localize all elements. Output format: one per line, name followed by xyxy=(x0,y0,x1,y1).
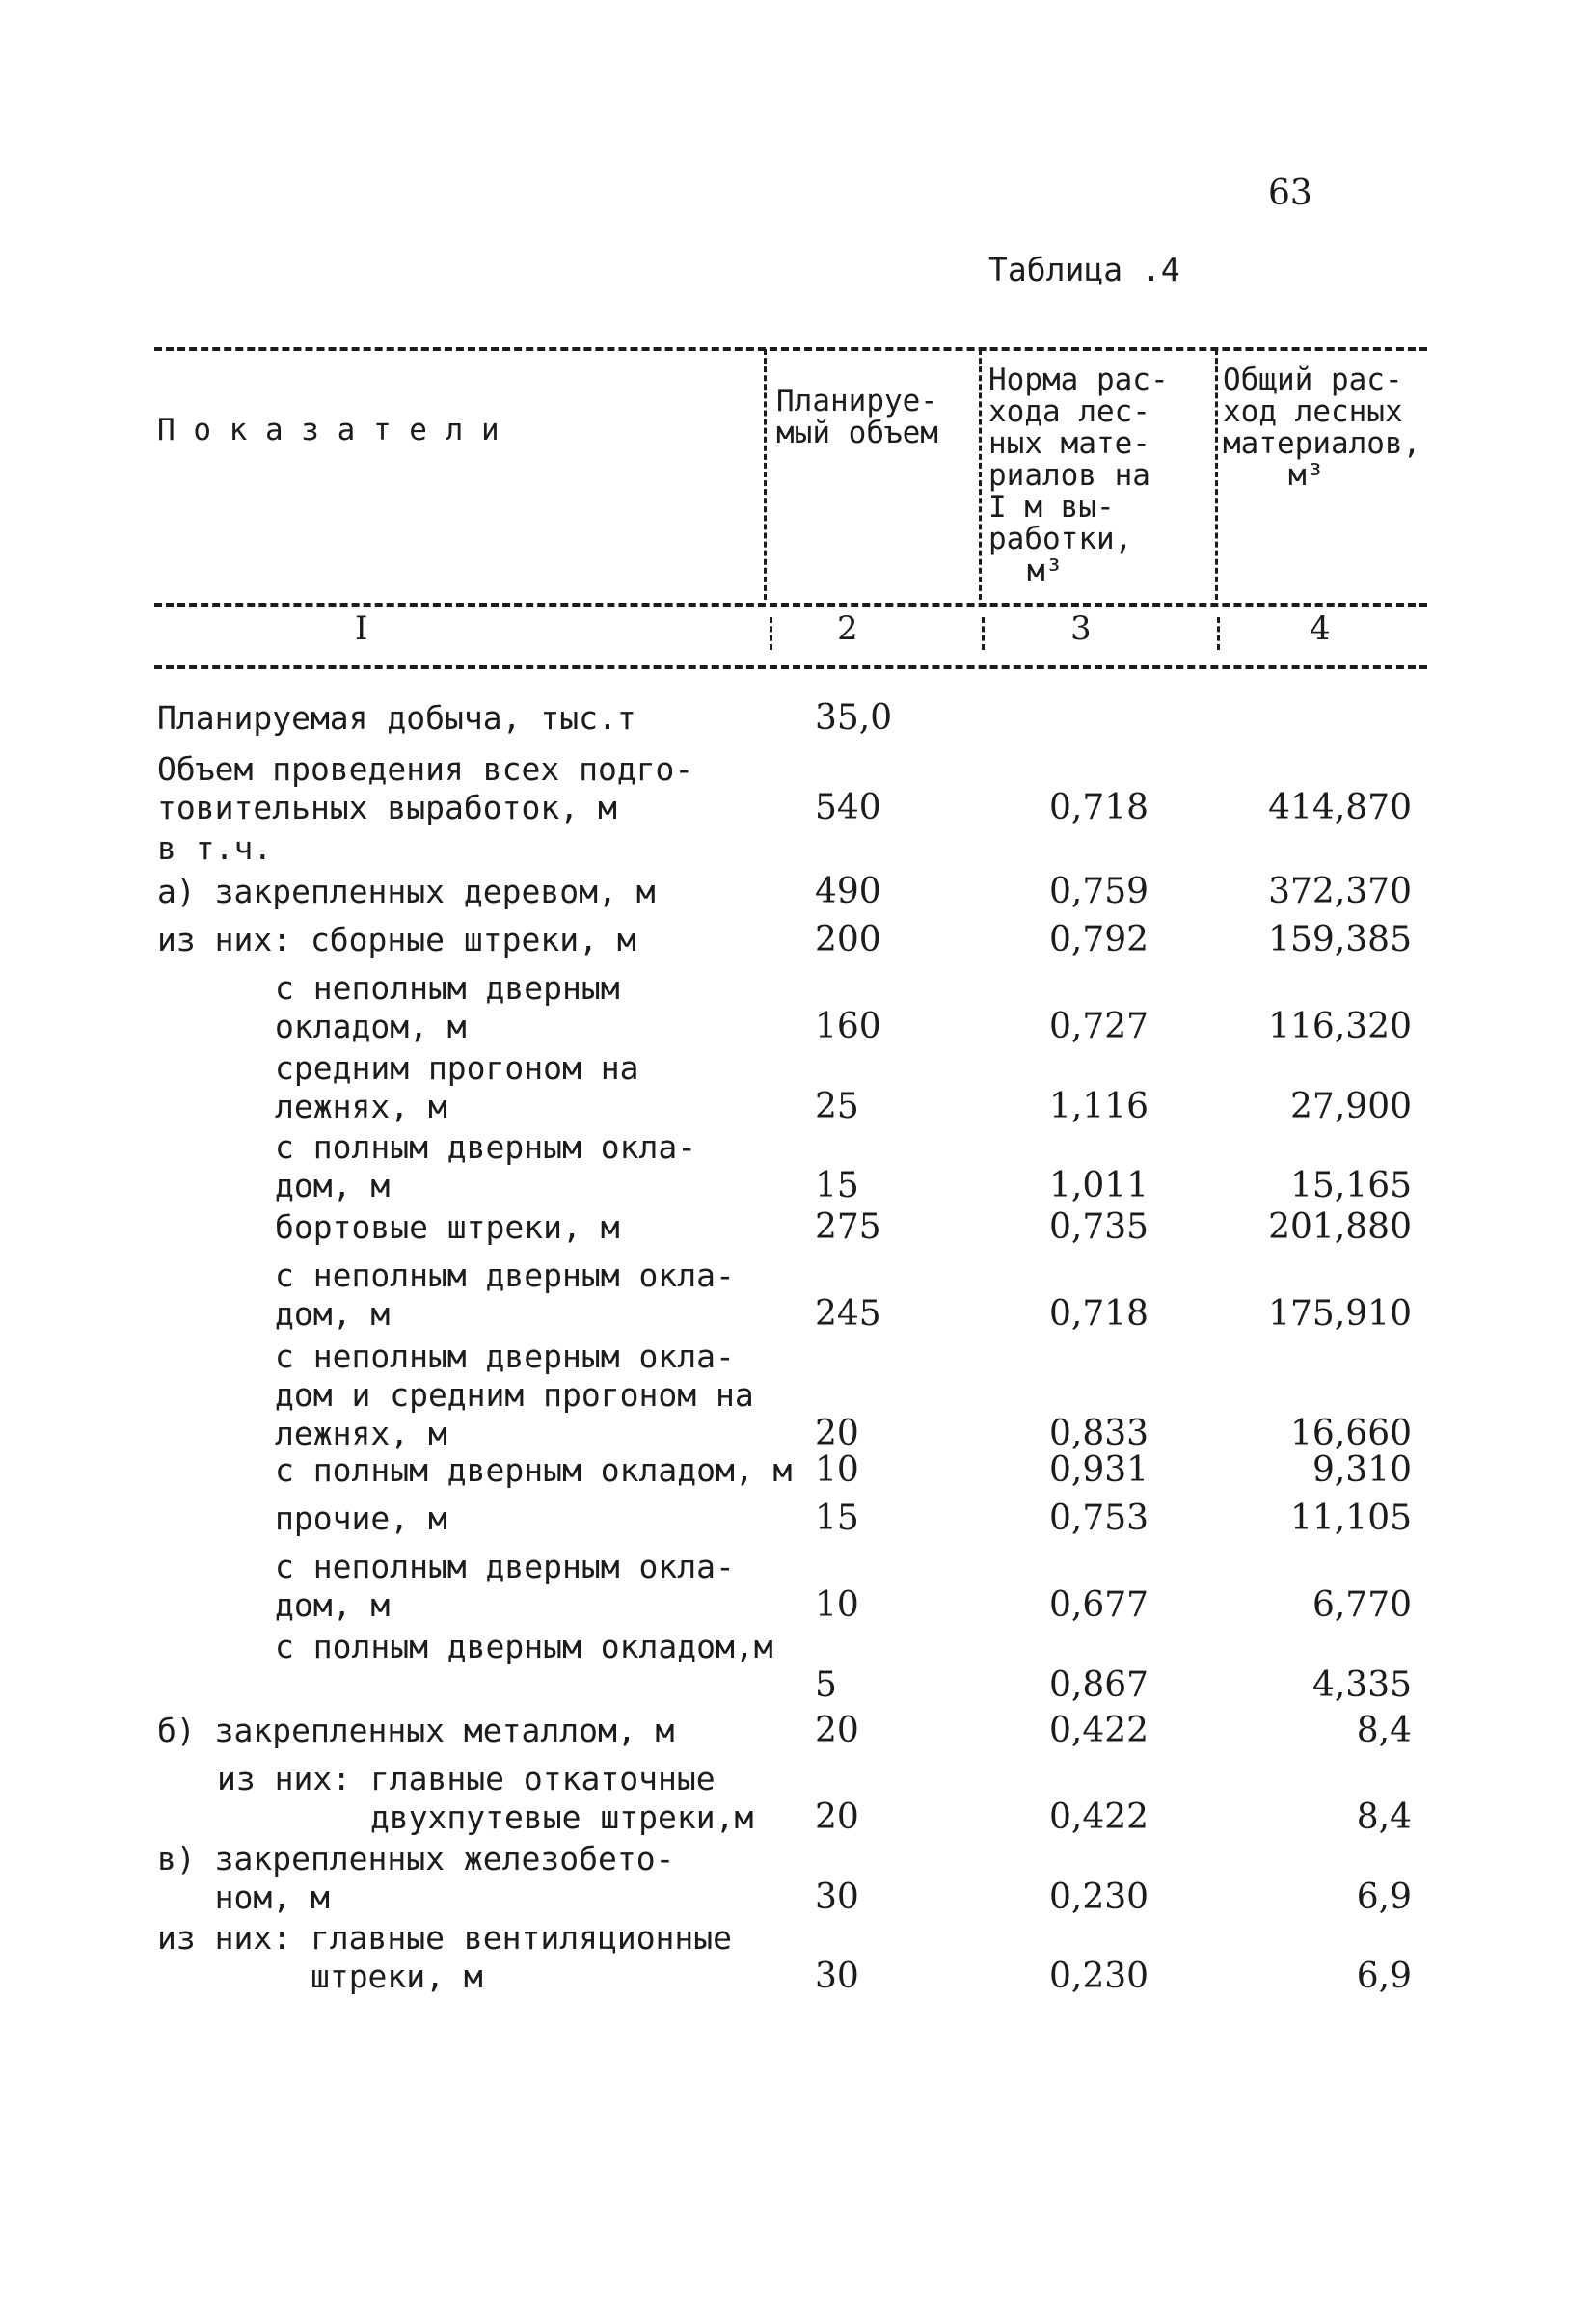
row-value-col2: 245 xyxy=(815,1294,881,1334)
header-col3-line: ных мате- xyxy=(988,426,1150,461)
header-col2 xyxy=(776,386,938,449)
page-number: 63 xyxy=(1268,174,1312,213)
header-bottom-border xyxy=(154,603,1427,607)
row-label: в т.ч. xyxy=(157,829,273,867)
row-value-col3: 0,230 xyxy=(1049,1878,1149,1917)
row-value-col4: 414,870 xyxy=(1268,788,1412,827)
row-value-col2: 200 xyxy=(815,920,881,959)
row-value-col4: 4,335 xyxy=(1311,1665,1412,1705)
row-value-col3: 0,931 xyxy=(1049,1450,1149,1490)
row-value-col4: 27,900 xyxy=(1290,1087,1412,1126)
row-value-col4: 16,660 xyxy=(1290,1414,1412,1453)
header-col2-line: Планируе- xyxy=(776,384,938,419)
row-label: с полным дверным окладом, м xyxy=(275,1451,793,1489)
table-row xyxy=(0,969,1595,1046)
row-value-col4: 15,165 xyxy=(1290,1166,1412,1205)
row-value-col4: 159,385 xyxy=(1268,920,1412,959)
header-top-border xyxy=(154,347,1427,351)
header-col3-line: хода лес- xyxy=(988,394,1150,429)
row-label: из них: главные вентиляционные штреки, м xyxy=(157,1919,733,1995)
row-label: Объем проведения всех подго- товительных выработок, м xyxy=(157,750,694,826)
row-label: а) закрепленных деревом, м xyxy=(157,873,656,910)
row-value-col2: 15 xyxy=(815,1166,859,1205)
header-col3-line: м³ xyxy=(1027,554,1064,588)
header-col1 xyxy=(157,415,500,446)
row-value-col3: 0,718 xyxy=(1049,1294,1149,1334)
row-value-col4: 11,105 xyxy=(1290,1499,1412,1538)
header-col3-line: работки, xyxy=(988,522,1133,556)
row-value-col3: 0,230 xyxy=(1049,1957,1149,1996)
row-value-col4: 175,910 xyxy=(1268,1294,1412,1334)
header-col4-line: Общий рас- xyxy=(1223,363,1403,397)
table-row xyxy=(0,1712,1595,1750)
row-value-col3: 0,718 xyxy=(1049,788,1149,827)
row-value-col3: 0,867 xyxy=(1049,1665,1149,1705)
row-label: с полным дверным окладом,м xyxy=(275,1628,773,1665)
row-label: с неполным дверным окладом, м xyxy=(275,969,620,1045)
row-value-col4: 116,320 xyxy=(1268,1007,1412,1046)
row-value-col4: 6,770 xyxy=(1311,1585,1412,1625)
row-value-col4: 9,310 xyxy=(1311,1450,1412,1490)
table-row xyxy=(0,750,1595,827)
table-row xyxy=(0,1919,1595,1996)
table-row xyxy=(0,1257,1595,1334)
colnum-bottom-border xyxy=(154,665,1427,669)
row-label: бортовые штреки, м xyxy=(275,1208,620,1246)
row-value-col3: 0,677 xyxy=(1049,1585,1149,1625)
table-row xyxy=(0,1128,1595,1205)
header-col4-line: материалов, xyxy=(1223,426,1421,461)
table-row xyxy=(0,921,1595,959)
table-row xyxy=(0,829,1595,868)
header-col1-text: П о к а з а т е л и xyxy=(157,413,500,447)
row-value-col4: 6,9 xyxy=(1356,1878,1412,1917)
column-number-4: 4 xyxy=(1310,609,1331,648)
header-separator-3 xyxy=(1215,349,1218,600)
header-col3-line: риалов на xyxy=(988,458,1150,493)
table-row xyxy=(0,699,1595,738)
row-value-col2: 490 xyxy=(815,872,881,911)
row-label: с неполным дверным окла- дом, м xyxy=(275,1257,735,1333)
row-value-col3: 0,727 xyxy=(1049,1007,1149,1046)
row-value-col3: 0,753 xyxy=(1049,1499,1149,1538)
row-value-col4: 372,370 xyxy=(1268,872,1412,911)
row-label: из них: сборные штреки, м xyxy=(157,921,636,959)
table-row xyxy=(0,1548,1595,1625)
row-value-col3: 0,759 xyxy=(1049,872,1149,911)
row-value-col4: 201,880 xyxy=(1268,1207,1412,1247)
table-row xyxy=(0,1208,1595,1247)
table-row xyxy=(0,873,1595,911)
header-separator-1 xyxy=(764,349,767,600)
row-value-col2: 10 xyxy=(815,1450,859,1490)
row-value-col2: 275 xyxy=(815,1207,881,1247)
row-value-col2: 30 xyxy=(815,1878,859,1917)
header-col3 xyxy=(988,365,1169,587)
row-label: б) закрепленных металлом, м xyxy=(157,1712,675,1749)
row-value-col3: 0,422 xyxy=(1049,1711,1149,1750)
row-value-col2: 25 xyxy=(815,1087,859,1126)
header-col2-line: мый объем xyxy=(776,416,938,450)
table-row xyxy=(0,1628,1595,1705)
row-label: прочие, м xyxy=(275,1500,447,1537)
row-value-col4: 6,9 xyxy=(1356,1957,1412,1996)
table-row xyxy=(0,1451,1595,1490)
header-separator-2 xyxy=(979,349,982,600)
header-col4-line: м³ xyxy=(1288,458,1325,493)
table-row xyxy=(0,1338,1595,1453)
column-number-1: I xyxy=(355,609,368,648)
row-label: средним прогоном на лежнях, м xyxy=(275,1049,639,1125)
row-value-col3: 0,735 xyxy=(1049,1207,1149,1247)
row-value-col4: 8,4 xyxy=(1356,1711,1412,1750)
row-value-col2: 10 xyxy=(815,1585,859,1625)
header-col4-line: ход лесных xyxy=(1223,394,1403,429)
row-value-col2: 15 xyxy=(815,1499,859,1538)
colnum-separator-2 xyxy=(982,617,985,650)
row-value-col2: 540 xyxy=(815,788,881,827)
row-value-col3: 1,116 xyxy=(1049,1087,1149,1126)
row-value-col2: 35,0 xyxy=(815,698,893,738)
row-value-col2: 160 xyxy=(815,1007,881,1046)
column-number-3: 3 xyxy=(1070,609,1092,648)
row-value-col3: 0,792 xyxy=(1049,920,1149,959)
row-value-col3: 1,011 xyxy=(1049,1166,1149,1205)
row-label: из них: главные откаточные двухпутевые штреки,м xyxy=(217,1760,754,1836)
row-value-col2: 20 xyxy=(815,1797,859,1837)
colnum-separator-3 xyxy=(1217,617,1220,650)
row-label: Планируемая добыча, тыс.т xyxy=(157,699,636,737)
row-label: с неполным дверным окла- дом и средним прогоном на лежнях, м xyxy=(275,1338,754,1452)
row-value-col2: 5 xyxy=(815,1665,837,1705)
header-col4 xyxy=(1223,365,1420,492)
column-number-2: 2 xyxy=(837,609,858,648)
colnum-separator-1 xyxy=(770,617,772,650)
row-value-col2: 20 xyxy=(815,1711,859,1750)
table-row xyxy=(0,1500,1595,1538)
header-col3-line: I м вы- xyxy=(988,490,1115,525)
header-col3-line: Норма рас- xyxy=(988,363,1169,397)
row-label: с неполным дверным окла- дом, м xyxy=(275,1548,735,1624)
row-value-col3: 0,833 xyxy=(1049,1414,1149,1453)
table-caption: Таблица .4 xyxy=(988,251,1180,288)
table-row xyxy=(0,1760,1595,1837)
row-value-col2: 30 xyxy=(815,1957,859,1996)
row-label: в) закрепленных железобето- ном, м xyxy=(157,1840,675,1916)
table-row xyxy=(0,1840,1595,1917)
row-label: с полным дверным окла- дом, м xyxy=(275,1128,697,1204)
row-value-col4: 8,4 xyxy=(1356,1797,1412,1837)
row-value-col2: 20 xyxy=(815,1414,859,1453)
table-row xyxy=(0,1049,1595,1126)
row-value-col3: 0,422 xyxy=(1049,1797,1149,1837)
